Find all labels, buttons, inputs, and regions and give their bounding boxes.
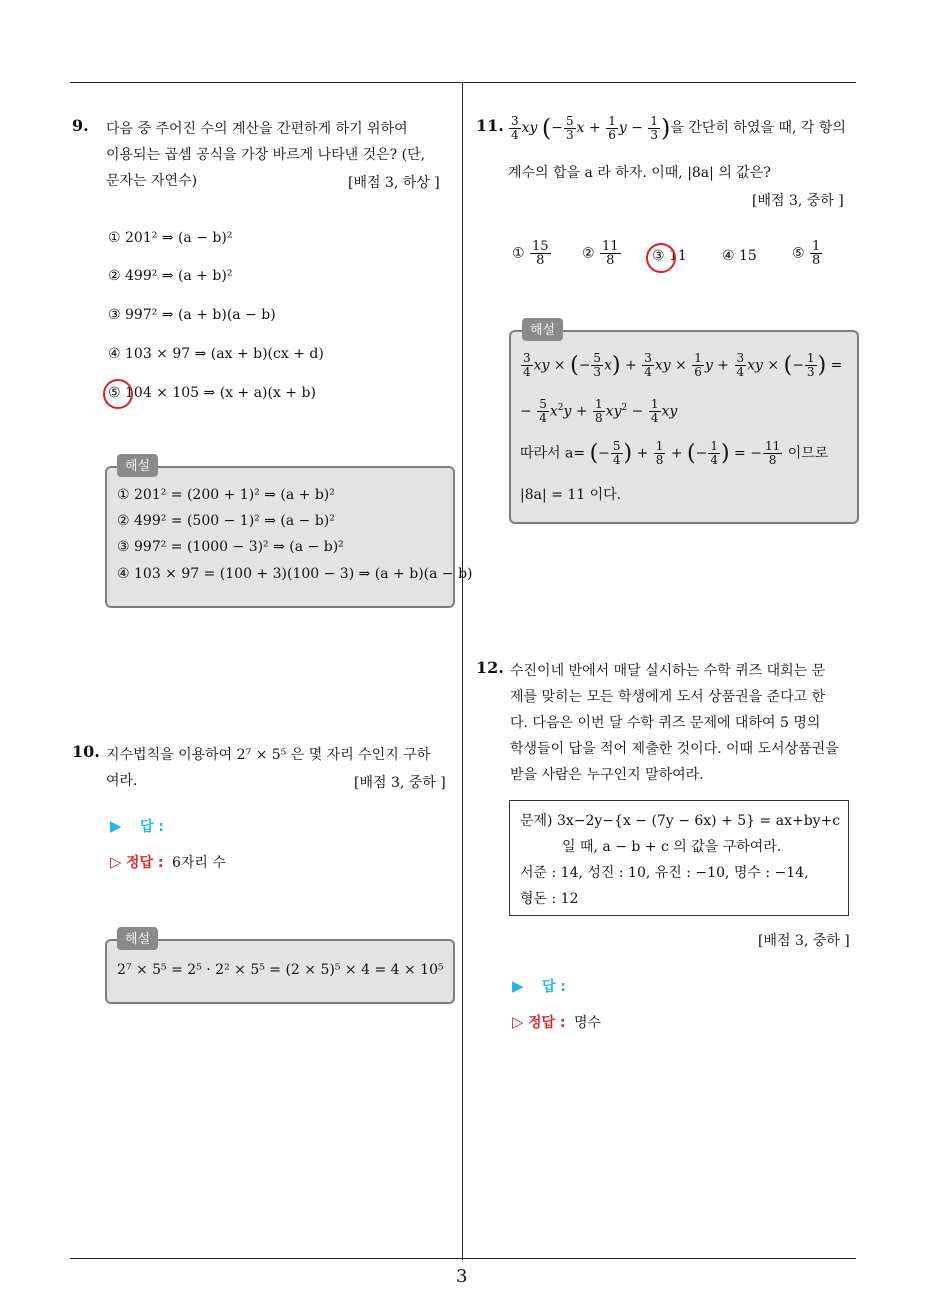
- column-divider: [462, 82, 463, 1260]
- q11-option-3[interactable]: ③ 11: [652, 248, 687, 264]
- q11-solution-line-1: $\frac{3}{4}$ xy × (− $\frac{5}{3}$ x) + $\frac{3}{4}$ xy × $\frac{1}{6}$ y + $\frac{3}{4}$ xy × (− $\frac{1}{3}$ ) =: [523, 351, 843, 379]
- q12-box-line-3: 서준 : 14, 성진 : 10, 유진 : −10, 명수 : −14,: [520, 865, 809, 881]
- q11-solution-line-4: |8a| = 11 이다.: [520, 487, 622, 503]
- q9-selected-circle: [103, 379, 133, 409]
- q12-box-line-4: 형돈 : 12: [520, 891, 579, 907]
- q12-text-4: 학생들이 답을 적어 제출한 것이다. 이때 도서상품권을: [510, 741, 839, 757]
- q9-option-5[interactable]: ⑤ 104 × 105 ⇒ (x + a)(x + b): [108, 385, 316, 401]
- q11-option-5[interactable]: ⑤ $\frac{1}{8}$: [792, 239, 821, 268]
- q10-solution-line: 2⁷ × 5⁵ = 2⁵ · 2² × 5⁵ = (2 × 5)⁵ × 4 = 4 × 10⁵: [117, 962, 444, 978]
- q12-answer-row[interactable]: [512, 976, 566, 996]
- q11-text-tail: 을 간단히 하였을 때, 각 항의: [670, 120, 846, 136]
- q12-number: 12.: [476, 658, 504, 677]
- q9-solution-tag: 해설: [117, 454, 158, 477]
- q9-number: 9.: [72, 116, 89, 135]
- q10-number: 10.: [72, 742, 100, 761]
- q9-text-2: 이용되는 곱셈 공식을 가장 바르게 나타낸 것은? (단,: [106, 147, 426, 163]
- play-arrow-icon: ▶: [512, 977, 524, 995]
- page-number: 3: [456, 1266, 468, 1287]
- q11-option-2[interactable]: ② $\frac{11}{8}$: [582, 239, 619, 268]
- bottom-rule: [70, 1258, 856, 1259]
- q11-option-4[interactable]: ④ 15: [722, 248, 757, 264]
- q9-option-1[interactable]: ① 201² ⇒ (a − b)²: [108, 230, 233, 246]
- q11-text-2: 계수의 합을 a 라 하자. 이때, |8a| 의 값은?: [508, 165, 771, 181]
- q10-answer-label: 답 :: [140, 819, 164, 835]
- q11-expression: $\frac{3}{4}$ xy (− $\frac{5}{3}$ x + $\frac{1}{6}$ y − $\frac{1}{3}$ )을 간단히 하였을 때, 각 항의: [511, 113, 846, 142]
- q12-correct-row: [512, 1012, 601, 1032]
- q9-solution-line-1: ① 201² = (200 + 1)² ⇒ (a + b)²: [117, 487, 335, 503]
- outline-triangle-icon: ▷: [110, 853, 122, 871]
- outline-triangle-icon: ▷: [512, 1013, 524, 1031]
- q10-correct-row: [110, 852, 226, 872]
- q12-correct-value: 명수: [573, 1015, 602, 1031]
- q9-option-4[interactable]: ④ 103 × 97 ⇒ (ax + b)(cx + d): [108, 346, 324, 362]
- q11-solution-line-2: − $\frac{5}{4}$ $x^2y$ + $\frac{1}{8}$ $xy^2$ − $\frac{1}{4}$ xy: [520, 397, 678, 425]
- q10-correct-label: 정답 :: [126, 855, 164, 871]
- q11-solution-tag: 해설: [522, 318, 563, 341]
- q12-answer-label: 답 :: [542, 979, 566, 995]
- q12-correct-label: 정답 :: [528, 1015, 566, 1031]
- q9-option-3[interactable]: ③ 997² ⇒ (a + b)(a − b): [108, 307, 276, 323]
- q11-solution-line-3: 따라서 a= (− $\frac{5}{4}$ ) + $\frac{1}{8}$ + (− $\frac{1}{4}$ ) = − $\frac{11}{8}$ 이므로: [520, 439, 829, 467]
- q9-solution-line-3: ③ 997² = (1000 − 3)² ⇒ (a − b)²: [117, 539, 344, 555]
- q9-option-2[interactable]: ② 499² ⇒ (a + b)²: [108, 268, 233, 284]
- q10-answer-row[interactable]: [110, 816, 164, 836]
- q9-solution-line-4: ④ 103 × 97 = (100 + 3)(100 − 3) ⇒ (a + b)(a − b): [117, 566, 473, 582]
- q11-score: [배점 3, 중하 ]: [752, 193, 844, 209]
- q12-box-line-1: 문제) 3x−2y−{x − (7y − 6x) + 5} = ax+by+c: [520, 813, 841, 829]
- q11-option-1[interactable]: ① $\frac{15}{8}$: [512, 239, 549, 268]
- q9-solution-line-2: ② 499² = (500 − 1)² ⇒ (a − b)²: [117, 513, 335, 529]
- q9-text-1: 다음 중 주어진 수의 계산을 간편하게 하기 위하여: [106, 121, 408, 137]
- q12-box-line-2: 일 때, a − b + c 의 값을 구하여라.: [562, 839, 782, 855]
- play-arrow-icon: ▶: [110, 817, 122, 835]
- top-rule: [70, 82, 856, 83]
- q12-text-1: 수진이네 반에서 매달 실시하는 수학 퀴즈 대회는 문: [510, 663, 826, 679]
- q10-text-1: 지수법칙을 이용하여 2⁷ × 5⁵ 은 몇 자리 수인지 구하: [106, 747, 431, 763]
- q11-number: 11.: [476, 116, 504, 135]
- q9-text-3: 문자는 자연수): [106, 173, 198, 189]
- q12-text-3: 다. 다음은 이번 달 수학 퀴즈 문제에 대하여 5 명의: [510, 715, 821, 731]
- q10-text-2: 여라.: [106, 773, 138, 789]
- q10-solution-tag: 해설: [117, 927, 158, 950]
- q11-selected-circle: [646, 243, 676, 273]
- q12-score: [배점 3, 중하 ]: [758, 933, 850, 949]
- q12-text-5: 받을 사람은 누구인지 말하여라.: [510, 767, 704, 783]
- q10-score: [배점 3, 중하 ]: [354, 775, 446, 791]
- q12-text-2: 제를 맞히는 모든 학생에게 도서 상품권을 준다고 한: [510, 689, 826, 705]
- q10-correct-value: 6자리 수: [171, 855, 226, 871]
- q9-score: [배점 3, 하상 ]: [348, 175, 440, 191]
